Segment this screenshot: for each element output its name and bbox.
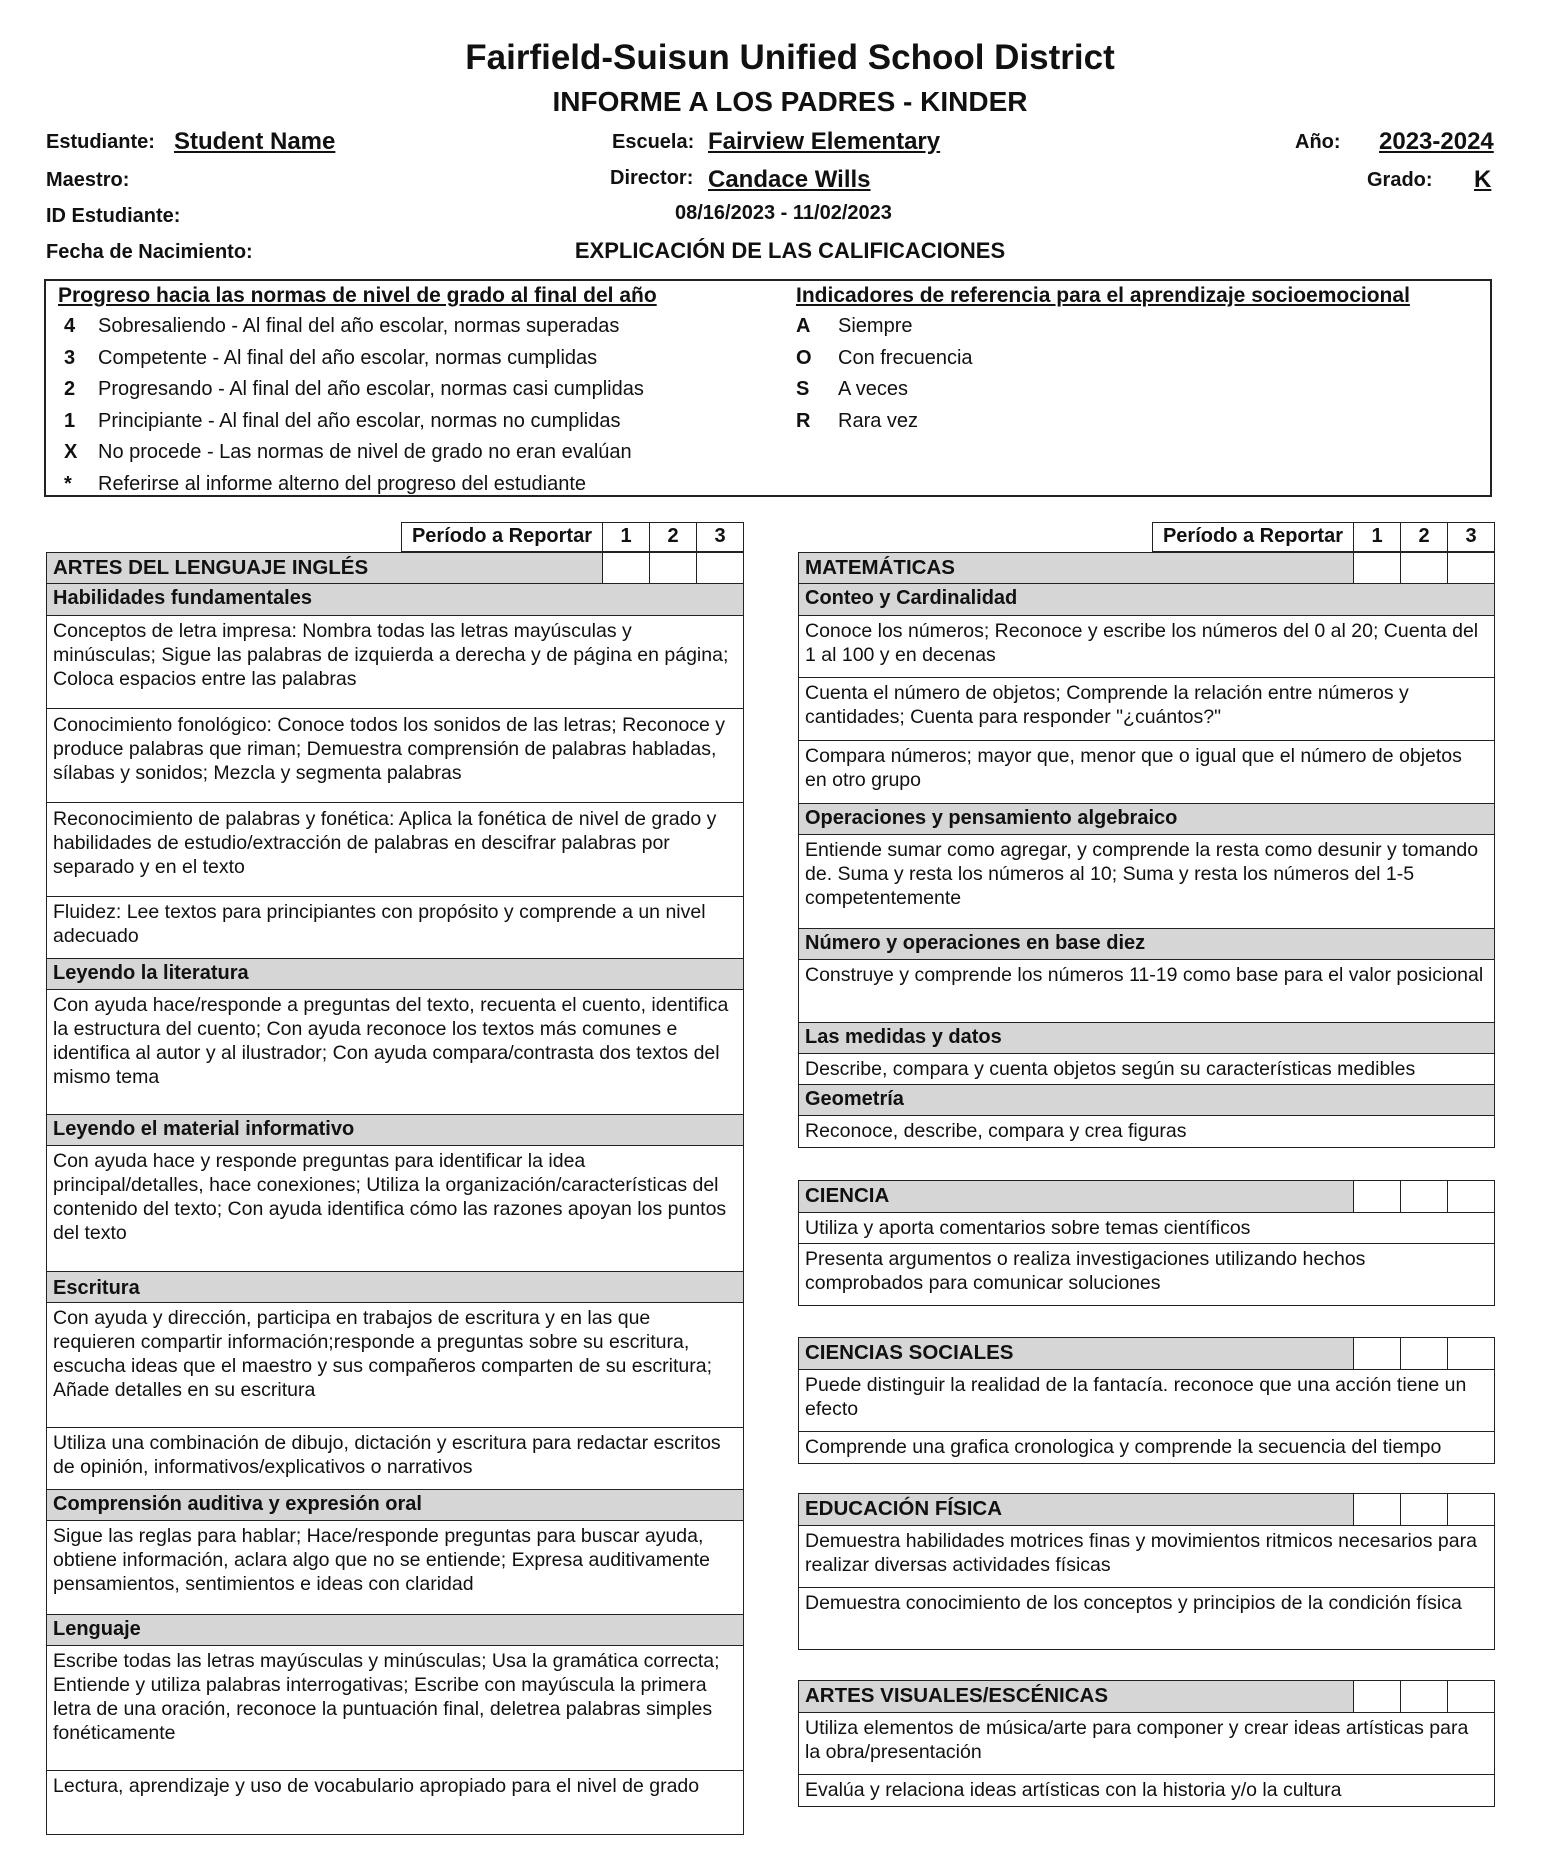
district-title: Fairfield-Suisun Unified School District: [465, 38, 1115, 77]
period-header-left: [401, 522, 744, 552]
period-3: 3: [696, 523, 743, 551]
period-1: 1: [1353, 523, 1400, 551]
legend-sel-row: [796, 374, 973, 406]
legend-sel-title: Indicadores de referencia para el aprendizaje socioemocional: [796, 284, 1410, 307]
standard-row: Reconoce, describe, compara y crea figuras: [799, 1115, 1494, 1147]
standard-row: Utiliza elementos de música/arte para componer y crear ideas artísticas para la obra/presentación: [799, 1712, 1494, 1774]
standard-row: Puede distinguir la realidad de la fantacía. reconoce que una acción tiene un efecto: [799, 1369, 1494, 1431]
legend-progress-key: *: [64, 472, 72, 495]
standard-row: Describe, compara y cuenta objetos según su características medibles: [799, 1053, 1494, 1084]
legend-sel-text: Con frecuencia: [838, 346, 973, 369]
report-dates: 08/16/2023 - 11/02/2023: [675, 202, 892, 224]
grade-label: Grado:: [1367, 169, 1433, 191]
period-1: 1: [602, 523, 649, 551]
student-label: Estudiante:: [46, 131, 155, 153]
category-row: Lenguaje: [47, 1614, 743, 1645]
legend-progress-row: [46, 374, 644, 406]
standard-row: Lectura, aprendizaje y uso de vocabulario apropiado para el nivel de grado: [47, 1770, 743, 1834]
legend-progress-text: No procede - Las normas de nivel de grado no eran evalúan: [98, 441, 632, 463]
report-title: INFORME A LOS PADRES - KINDER: [552, 86, 1028, 117]
legend-progress-key: X: [64, 441, 78, 463]
dob-label: Fecha de Nacimiento:: [46, 241, 253, 263]
period-2: 2: [649, 523, 696, 551]
legend-progress-key: 2: [64, 378, 76, 400]
category-row: Leyendo el material informativo: [47, 1114, 743, 1145]
school-name: Fairview Elementary: [708, 128, 941, 155]
standard-row: Construye y comprende los números 11-19 como base para el valor posicional: [799, 959, 1494, 1022]
legend-sel-text: Rara vez: [838, 409, 919, 432]
period-2: 2: [1400, 523, 1447, 551]
arts-block: [798, 1680, 1495, 1807]
subject-title: MATEMÁTICAS: [805, 556, 955, 579]
standard-row: Entiende sumar como agregar, y comprende la resta como desunir y tomando de. Suma y resta los números al 10; Suma y resta los números del 1-5 competentemente: [799, 834, 1494, 928]
grade-value: K: [1474, 166, 1492, 193]
legend-sel-text: Siempre: [838, 315, 913, 337]
standard-row: Conocimiento fonológico: Conoce todos los sonidos de las letras; Reconoce y produce palabras que riman; Demuestra comprensión de palabras habladas, sílabas y sonidos; Mezcla y segmenta palabras: [47, 708, 743, 802]
standard-row: Fluidez: Lee textos para principiantes con propósito y comprende a un nivel adecuado: [47, 896, 743, 958]
standard-row: Con ayuda hace y responde preguntas para identificar la idea principal/detalles, hace conexiones; Utiliza la organización/características del contenido del texto; Con ayuda identifica cómo las razones apoyan los puntos del texto: [47, 1145, 743, 1271]
standard-row: Con ayuda hace/responde a preguntas del texto, recuenta el cuento, identifica la estructura del cuento; Con ayuda reconoce los textos más comunes e identifica al autor y al ilustrador; Con ayuda compara/contrasta dos textos del mismo tema: [47, 989, 743, 1114]
explanation-title: EXPLICACIÓN DE LAS CALIFICACIONES: [574, 238, 1006, 263]
legend-progress-text: Principiante - Al final del año escolar, normas no cumplidas: [98, 409, 621, 432]
legend-progress-row: [46, 311, 644, 343]
standard-row: Demuestra habilidades motrices finas y movimientos ritmicos necesarios para realizar diversas actividades físicas: [799, 1525, 1494, 1587]
legend-sel-list: [796, 311, 973, 437]
legend-progress-row: [46, 343, 644, 375]
standard-row: Presenta argumentos o realiza investigaciones utilizando hechos comprobados para comunicar soluciones: [799, 1243, 1494, 1305]
legend-progress-key: 3: [64, 346, 76, 369]
social-block: [798, 1337, 1495, 1464]
standard-row: Utiliza y aporta comentarios sobre temas científicos: [799, 1212, 1494, 1243]
legend-progress-row: [46, 437, 644, 469]
standard-row: Escribe todas las letras mayúsculas y minúsculas; Usa la gramática correcta; Entiende y utiliza palabras interrogativas; Escribe con mayúscula la primera letra de una oración, reconoce la puntuación final, deletrea palabras simples fonéticamente: [47, 1645, 743, 1770]
subject-row: [799, 1494, 1494, 1525]
standard-row: Reconocimiento de palabras y fonética: Aplica la fonética de nivel de grado y habilidades de estudio/extracción de palabras en descifrar palabras por separado y en el texto: [47, 802, 743, 896]
subject-row: [799, 1338, 1494, 1369]
legend-sel-text: A veces: [838, 378, 909, 400]
period-header-right: [1152, 522, 1495, 552]
legend-progress-text: Sobresaliendo - Al final del año escolar, normas superadas: [98, 315, 620, 337]
period-label: Período a Reportar: [411, 525, 592, 547]
legend-progress-key: 4: [64, 315, 76, 337]
subject-title: ARTES DEL LENGUAJE INGLÉS: [53, 556, 369, 579]
category-row: Habilidades fundamentales: [47, 583, 743, 615]
legend-sel-key: R: [796, 409, 811, 432]
director-label: Director:: [610, 167, 694, 189]
subject-row: [799, 1681, 1494, 1712]
standard-row: Evalúa y relaciona ideas artísticas con la historia y/o la cultura: [799, 1774, 1494, 1806]
math-block: [798, 552, 1495, 1148]
student-id-label: ID Estudiante:: [46, 205, 181, 227]
grading-legend: [44, 279, 1492, 497]
category-row: Conteo y Cardinalidad: [799, 583, 1494, 615]
subject-row: [47, 553, 743, 583]
pe-block: [798, 1493, 1495, 1650]
legend-progress-text: Progresando - Al final del año escolar, normas casi cumplidas: [98, 378, 644, 400]
science-block: [798, 1180, 1495, 1306]
legend-sel-row: [796, 311, 973, 343]
legend-progress-row: [46, 406, 644, 438]
standard-row: Cuenta el número de objetos; Comprende la relación entre números y cantidades; Cuenta para responder "¿cuántos?": [799, 677, 1494, 740]
legend-sel-row: [796, 343, 973, 375]
category-row: Operaciones y pensamiento algebraico: [799, 803, 1494, 834]
standard-row: Sigue las reglas para hablar; Hace/responde preguntas para buscar ayuda, obtiene información, aclara algo que no se entiende; Expresa auditivamente pensamientos, sentimientos e ideas con claridad: [47, 1520, 743, 1614]
period-label: Período a Reportar: [1162, 525, 1343, 547]
legend-progress-row: [46, 469, 644, 501]
category-row: Comprensión auditiva y expresión oral: [47, 1489, 743, 1520]
school-year: 2023-2024: [1379, 128, 1494, 155]
category-row: Leyendo la literatura: [47, 958, 743, 989]
year-label: Año:: [1295, 131, 1341, 153]
category-row: Número y operaciones en base diez: [799, 928, 1494, 959]
legend-sel-key: A: [796, 315, 811, 337]
period-3: 3: [1447, 523, 1494, 551]
category-row: Las medidas y datos: [799, 1022, 1494, 1053]
legend-progress-text: Referirse al informe alterno del progreso del estudiante: [98, 472, 587, 495]
standard-row: Comprende una grafica cronologica y comprende la secuencia del tiempo: [799, 1431, 1494, 1463]
subject-row: [799, 1181, 1494, 1212]
category-row: Geometría: [799, 1084, 1494, 1115]
legend-sel-key: S: [796, 378, 810, 400]
ela-block: [46, 552, 744, 1835]
student-name: Student Name: [174, 128, 336, 155]
standard-row: Con ayuda y dirección, participa en trabajos de escritura y en las que requieren compartir información;responde a preguntas sobre su escritura, escucha ideas que el maestro y sus compañeros comparten de su escritura; Añade detalles en su escritura: [47, 1302, 743, 1427]
subject-title: CIENCIAS SOCIALES: [805, 1341, 1014, 1364]
legend-sel-key: O: [796, 346, 812, 369]
standard-row: Conoce los números; Reconoce y escribe los números del 0 al 20; Cuenta del 1 al 100 y en decenas: [799, 615, 1494, 677]
director-name: Candace Wills: [708, 166, 871, 193]
subject-title: ARTES VISUALES/ESCÉNICAS: [805, 1684, 1108, 1707]
standard-row: Compara números; mayor que, menor que o igual que el número de objetos en otro grupo: [799, 740, 1494, 803]
legend-progress-key: 1: [64, 409, 76, 432]
subject-title: EDUCACIÓN FÍSICA: [805, 1497, 1003, 1520]
legend-progress-list: [46, 311, 644, 500]
legend-sel-row: [796, 406, 973, 438]
teacher-label: Maestro:: [46, 169, 130, 191]
standard-row: Conceptos de letra impresa: Nombra todas las letras mayúsculas y minúsculas; Sigue las palabras de izquierda a derecha y de página en página; Coloca espacios entre las palabras: [47, 615, 743, 708]
subject-title: CIENCIA: [805, 1184, 890, 1207]
school-label: Escuela:: [612, 131, 695, 153]
legend-progress-text: Competente - Al final del año escolar, normas cumplidas: [98, 346, 598, 369]
legend-progress-title: Progreso hacia las normas de nivel de grado al final del año: [58, 284, 657, 307]
standard-row: Demuestra conocimiento de los conceptos y principios de la condición física: [799, 1587, 1494, 1649]
category-row: Escritura: [47, 1271, 743, 1302]
standard-row: Utiliza una combinación de dibujo, dictación y escritura para redactar escritos de opinión, informativos/explicativos o narrativos: [47, 1427, 743, 1489]
subject-row: [799, 553, 1494, 583]
